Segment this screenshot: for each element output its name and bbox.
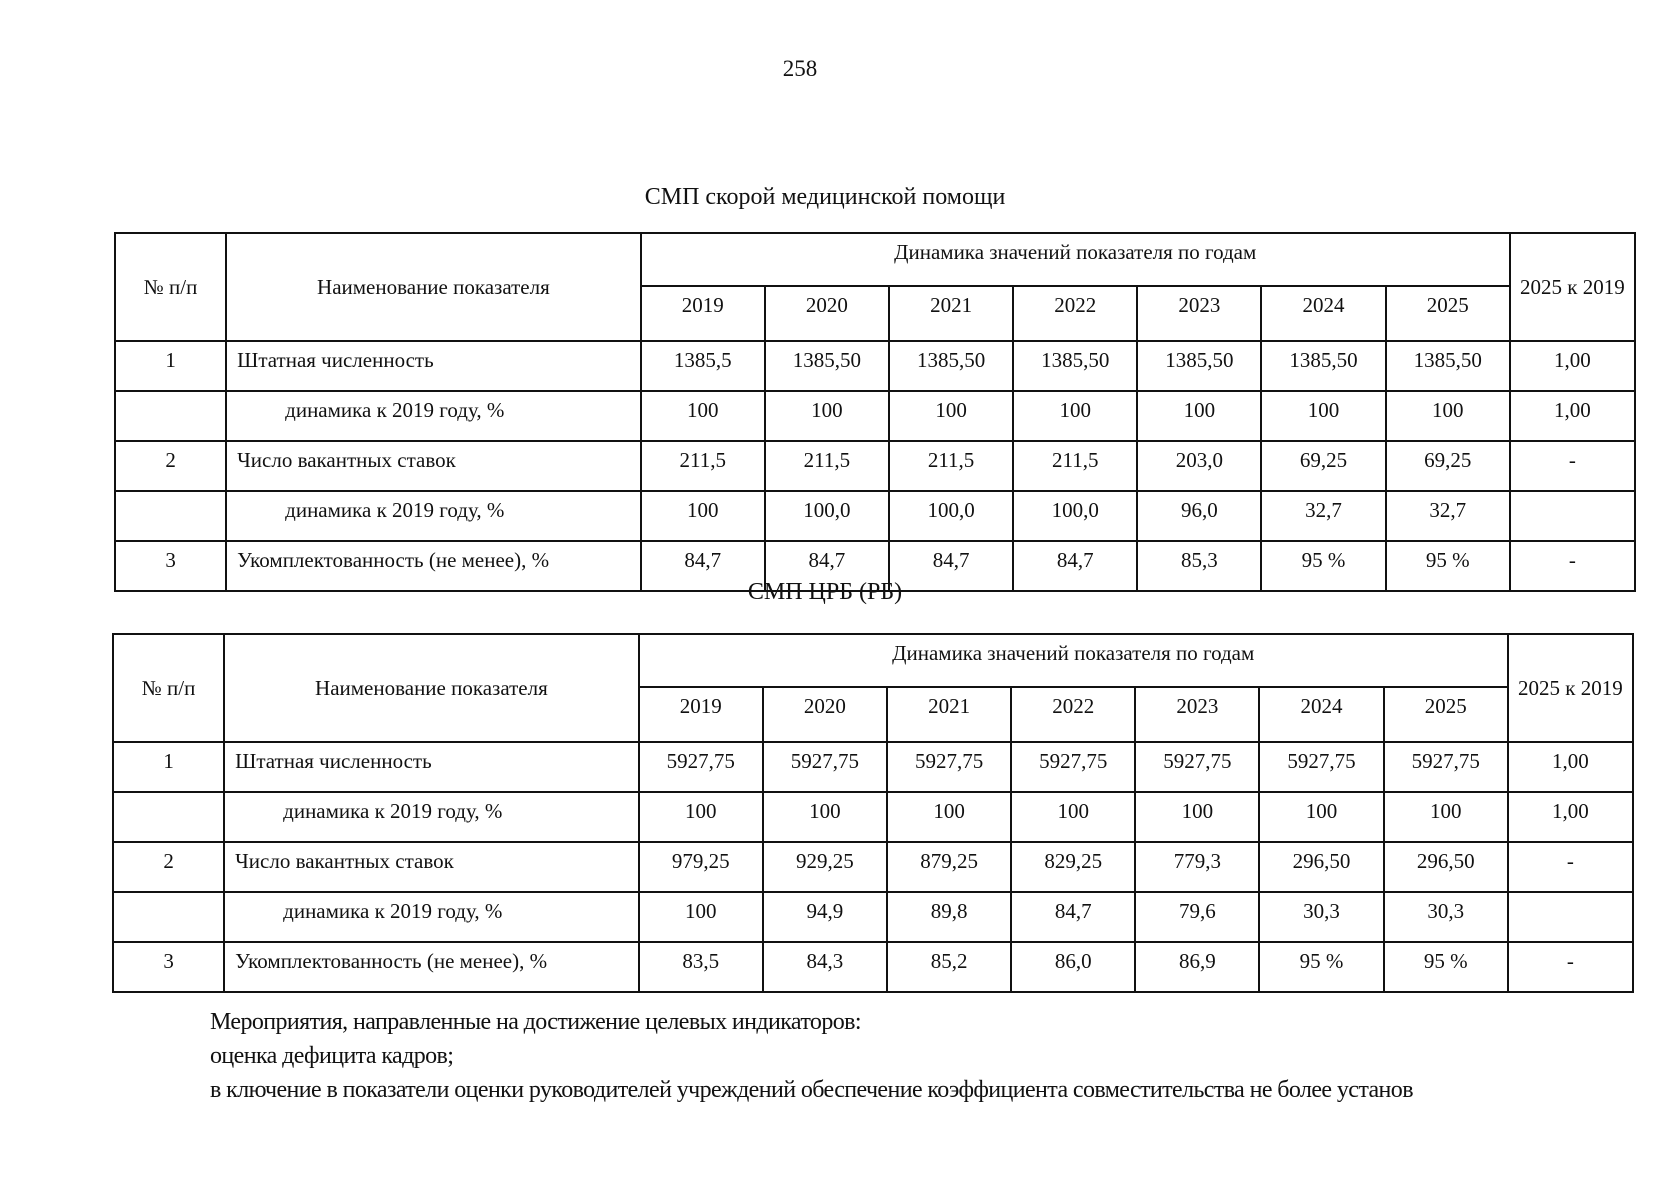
row-name: Укомплектованность (не менее), % — [224, 942, 639, 992]
row-value: 95 % — [1384, 942, 1508, 992]
row-value: 100 — [1011, 792, 1135, 842]
row-value: 96,0 — [1137, 491, 1261, 541]
row-ratio: - — [1508, 842, 1633, 892]
row-name: динамика к 2019 году, % — [226, 491, 641, 541]
row-value: 100 — [1384, 792, 1508, 842]
header-name: Наименование показателя — [224, 634, 639, 742]
row-value: 89,8 — [887, 892, 1011, 942]
header-year: 2024 — [1259, 687, 1383, 742]
row-value: 1385,50 — [1137, 341, 1261, 391]
row-value: 1385,50 — [765, 341, 889, 391]
row-value: 211,5 — [1013, 441, 1137, 491]
table-row — [115, 441, 1635, 491]
row-value: 84,7 — [1011, 892, 1135, 942]
row-name: Штатная численность — [224, 742, 639, 792]
row-value: 296,50 — [1384, 842, 1508, 892]
table1 — [114, 232, 1636, 592]
row-ratio: 1,00 — [1508, 792, 1633, 842]
header-dynamics: Динамика значений показателя по годам — [641, 233, 1510, 286]
row-value: 100 — [639, 892, 763, 942]
row-value: 211,5 — [889, 441, 1013, 491]
page-number: 258 — [782, 56, 818, 81]
row-name: Штатная численность — [226, 341, 641, 391]
row-value: 879,25 — [887, 842, 1011, 892]
row-ratio — [1510, 491, 1635, 541]
row-ratio: 1,00 — [1510, 391, 1635, 441]
row-value: 1385,5 — [641, 341, 765, 391]
header-year: 2022 — [1011, 687, 1135, 742]
row-value: 779,3 — [1135, 842, 1259, 892]
row-value: 100 — [887, 792, 1011, 842]
row-num — [115, 391, 226, 441]
row-value: 69,25 — [1261, 441, 1385, 491]
table-row — [115, 391, 1635, 441]
row-value: 100,0 — [1013, 491, 1137, 541]
header-name: Наименование показателя — [226, 233, 641, 341]
row-value: 84,7 — [1013, 541, 1137, 591]
table-row — [113, 792, 1633, 842]
row-ratio: 1,00 — [1510, 341, 1635, 391]
row-value: 1385,50 — [1013, 341, 1137, 391]
header-year: 2025 — [1386, 286, 1510, 341]
row-value: 94,9 — [763, 892, 887, 942]
row-num: 2 — [113, 842, 224, 892]
row-value: 100 — [1137, 391, 1261, 441]
header-ratio: 2025 к 2019 — [1510, 233, 1635, 341]
header-year: 2021 — [887, 687, 1011, 742]
row-name: Число вакантных ставок — [224, 842, 639, 892]
row-value: 86,0 — [1011, 942, 1135, 992]
row-num: 2 — [115, 441, 226, 491]
row-ratio: - — [1510, 441, 1635, 491]
row-value: 5927,75 — [1259, 742, 1383, 792]
row-value: 211,5 — [765, 441, 889, 491]
header-year: 2024 — [1261, 286, 1385, 341]
row-value: 85,3 — [1137, 541, 1261, 591]
header-dynamics: Динамика значений показателя по годам — [639, 634, 1508, 687]
table-row — [113, 842, 1633, 892]
table-row — [113, 742, 1633, 792]
table-row — [113, 892, 1633, 942]
row-num: 3 — [113, 942, 224, 992]
table-row — [113, 942, 1633, 992]
row-value: 296,50 — [1259, 842, 1383, 892]
row-value: 95 % — [1259, 942, 1383, 992]
row-name: Число вакантных ставок — [226, 441, 641, 491]
footer-line: Мероприятия, направленные на достижение целевых индикаторов: — [210, 1009, 861, 1035]
row-value: 32,7 — [1261, 491, 1385, 541]
row-name: динамика к 2019 году, % — [224, 892, 639, 942]
header-year: 2021 — [889, 286, 1013, 341]
row-value: 203,0 — [1137, 441, 1261, 491]
row-value: 85,2 — [887, 942, 1011, 992]
row-value: 1385,50 — [1261, 341, 1385, 391]
header-ratio: 2025 к 2019 — [1508, 634, 1633, 742]
footer-line: в ключение в показатели оценки руководителей учреждений обеспечение коэффициента совместительства не более установ — [210, 1077, 1413, 1103]
row-num — [115, 491, 226, 541]
header-year: 2022 — [1013, 286, 1137, 341]
row-value: 69,25 — [1386, 441, 1510, 491]
row-num — [113, 792, 224, 842]
row-num: 1 — [115, 341, 226, 391]
row-ratio: - — [1508, 942, 1633, 992]
row-ratio: 1,00 — [1508, 742, 1633, 792]
row-name: Укомплектованность (не менее), % — [226, 541, 641, 591]
table2-title: СМП ЦРБ (РБ) — [747, 579, 903, 605]
row-value: 5927,75 — [763, 742, 887, 792]
row-value: 95 % — [1386, 541, 1510, 591]
row-value: 84,3 — [763, 942, 887, 992]
row-value: 829,25 — [1011, 842, 1135, 892]
row-value: 100 — [1261, 391, 1385, 441]
row-value: 100 — [1013, 391, 1137, 441]
header-year: 2019 — [639, 687, 763, 742]
row-value: 979,25 — [639, 842, 763, 892]
row-num: 1 — [113, 742, 224, 792]
row-value: 86,9 — [1135, 942, 1259, 992]
row-value: 5927,75 — [1011, 742, 1135, 792]
row-num — [113, 892, 224, 942]
row-name: динамика к 2019 году, % — [226, 391, 641, 441]
row-value: 211,5 — [641, 441, 765, 491]
header-num: № п/п — [115, 233, 226, 341]
row-value: 1385,50 — [889, 341, 1013, 391]
row-value: 100 — [1135, 792, 1259, 842]
footer-text — [210, 1005, 1413, 1107]
row-ratio — [1508, 892, 1633, 942]
row-value: 84,7 — [889, 541, 1013, 591]
row-value: 5927,75 — [639, 742, 763, 792]
header-year: 2023 — [1135, 687, 1259, 742]
row-value: 79,6 — [1135, 892, 1259, 942]
row-value: 30,3 — [1259, 892, 1383, 942]
row-ratio: - — [1510, 541, 1635, 591]
row-name: динамика к 2019 году, % — [224, 792, 639, 842]
header-year: 2020 — [763, 687, 887, 742]
table-row — [115, 341, 1635, 391]
header-year: 2020 — [765, 286, 889, 341]
row-value: 100,0 — [889, 491, 1013, 541]
row-value: 100 — [1259, 792, 1383, 842]
row-value: 84,7 — [641, 541, 765, 591]
header-year: 2025 — [1384, 687, 1508, 742]
row-value: 1385,50 — [1386, 341, 1510, 391]
row-value: 100 — [639, 792, 763, 842]
row-value: 100 — [763, 792, 887, 842]
row-value: 929,25 — [763, 842, 887, 892]
table-row — [115, 491, 1635, 541]
row-value: 95 % — [1261, 541, 1385, 591]
footer-line: оценка дефицита кадров; — [210, 1043, 454, 1069]
row-value: 100 — [765, 391, 889, 441]
row-value: 100 — [889, 391, 1013, 441]
row-value: 5927,75 — [1135, 742, 1259, 792]
table2 — [112, 633, 1634, 993]
header-year: 2023 — [1137, 286, 1261, 341]
row-num: 3 — [115, 541, 226, 591]
table1-title: СМП скорой медицинской помощи — [644, 184, 1006, 210]
row-value: 5927,75 — [887, 742, 1011, 792]
row-value: 84,7 — [765, 541, 889, 591]
header-year: 2019 — [641, 286, 765, 341]
row-value: 5927,75 — [1384, 742, 1508, 792]
row-value: 32,7 — [1386, 491, 1510, 541]
header-num: № п/п — [113, 634, 224, 742]
row-value: 83,5 — [639, 942, 763, 992]
row-value: 100 — [641, 391, 765, 441]
row-value: 100,0 — [765, 491, 889, 541]
row-value: 30,3 — [1384, 892, 1508, 942]
row-value: 100 — [1386, 391, 1510, 441]
row-value: 100 — [641, 491, 765, 541]
